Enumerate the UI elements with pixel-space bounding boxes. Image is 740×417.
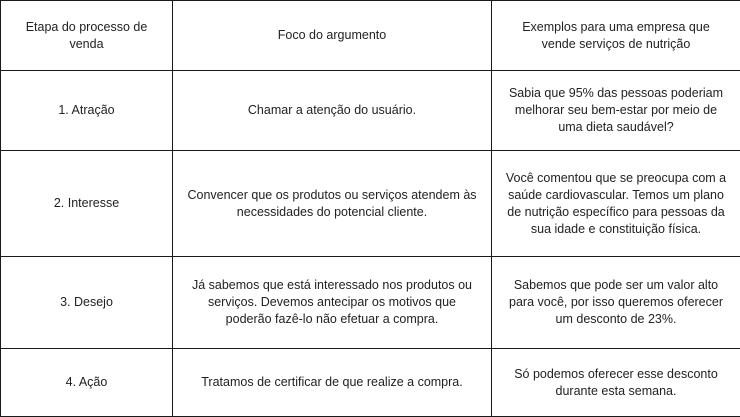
table-header — [1, 1, 740, 71]
cell-focus: Chamar a atenção do usuário. — [173, 71, 492, 151]
cell-stage: 4. Ação — [1, 349, 173, 417]
table-row — [1, 257, 740, 349]
cell-example: Você comentou que se preocupa com a saúde cardiovascular. Temos um plano de nutrição específico para pessoas da sua idade e constituição física. — [492, 151, 740, 257]
table-body — [1, 71, 740, 417]
cell-focus: Convencer que os produtos ou serviços atendem às necessidades do potencial cliente. — [173, 151, 492, 257]
header-examples: Exemplos para uma empresa que vende serviços de nutrição — [492, 1, 740, 71]
cell-stage: 3. Desejo — [1, 257, 173, 349]
cell-focus: Já sabemos que está interessado nos produtos ou serviços. Devemos antecipar os motivos que poderão fazê-lo não efetuar a compra. — [173, 257, 492, 349]
cell-example: Sabia que 95% das pessoas poderiam melhorar seu bem-estar por meio de uma dieta saudável? — [492, 71, 740, 151]
cell-stage: 2. Interesse — [1, 151, 173, 257]
table-row — [1, 349, 740, 417]
table-row — [1, 71, 740, 151]
cell-example: Sabemos que pode ser um valor alto para você, por isso queremos oferecer um desconto de 23%. — [492, 257, 740, 349]
header-focus: Foco do argumento — [173, 1, 492, 71]
cell-example: Só podemos oferecer esse desconto durante esta semana. — [492, 349, 740, 417]
cell-stage: 1. Atração — [1, 71, 173, 151]
header-stage: Etapa do processo de venda — [1, 1, 173, 71]
table-row — [1, 151, 740, 257]
header-row — [1, 1, 740, 71]
cell-focus: Tratamos de certificar de que realize a compra. — [173, 349, 492, 417]
